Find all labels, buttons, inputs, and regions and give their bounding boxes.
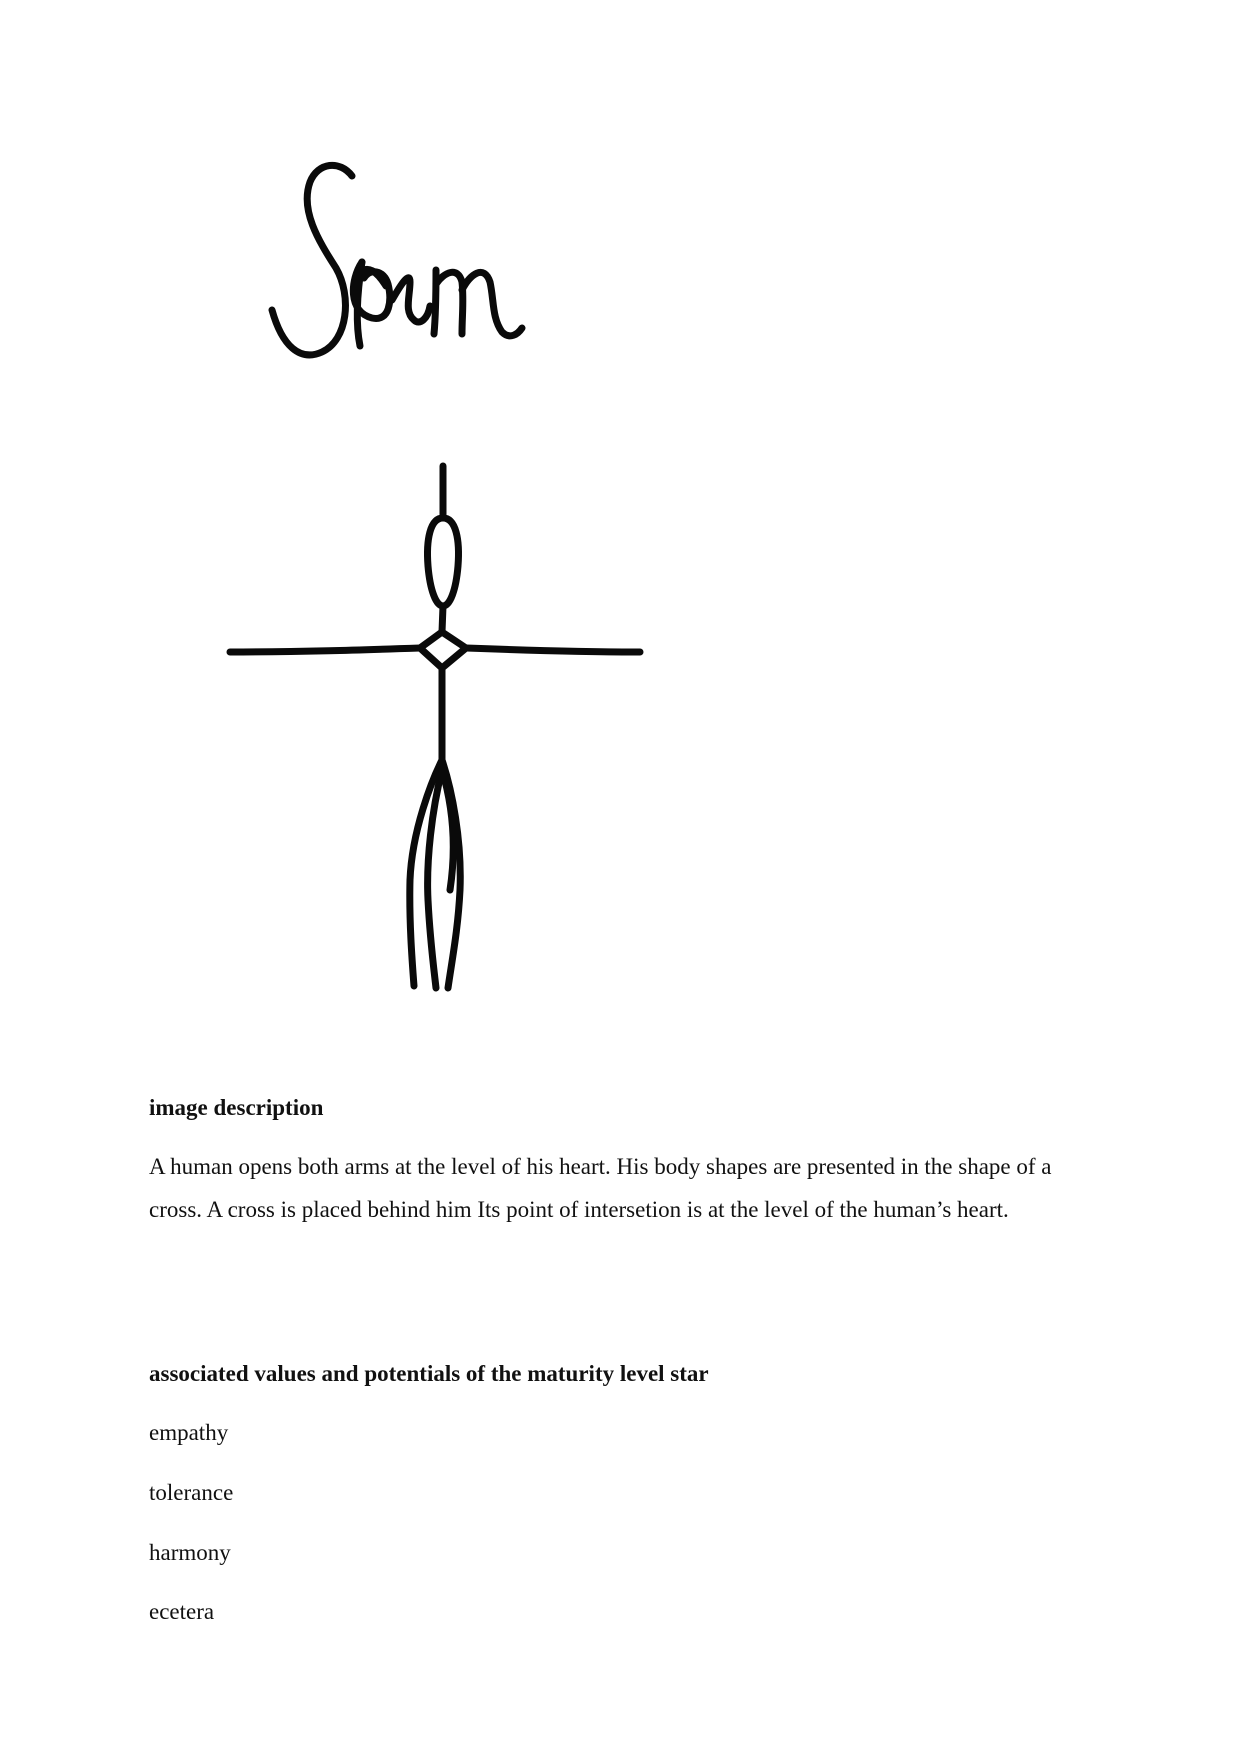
image-description-section bbox=[149, 1094, 1109, 1231]
image-description-heading: image description bbox=[149, 1095, 324, 1120]
image-description-text: A human opens both arms at the level of his heart. His body shapes are presented in the shape of a cross. A cross is placed behind him Its point of intersetion is at the level of the human’s heart. bbox=[149, 1154, 1052, 1222]
value-item: harmony bbox=[149, 1540, 231, 1565]
values-heading: associated values and potentials of the maturity level star bbox=[149, 1361, 709, 1386]
value-item: tolerance bbox=[149, 1480, 234, 1505]
handwritten-signature bbox=[272, 165, 522, 355]
values-section bbox=[149, 1360, 1109, 1640]
value-item: empathy bbox=[149, 1420, 229, 1445]
value-item: ecetera bbox=[149, 1599, 215, 1624]
human-cross-figure-icon bbox=[230, 466, 640, 988]
